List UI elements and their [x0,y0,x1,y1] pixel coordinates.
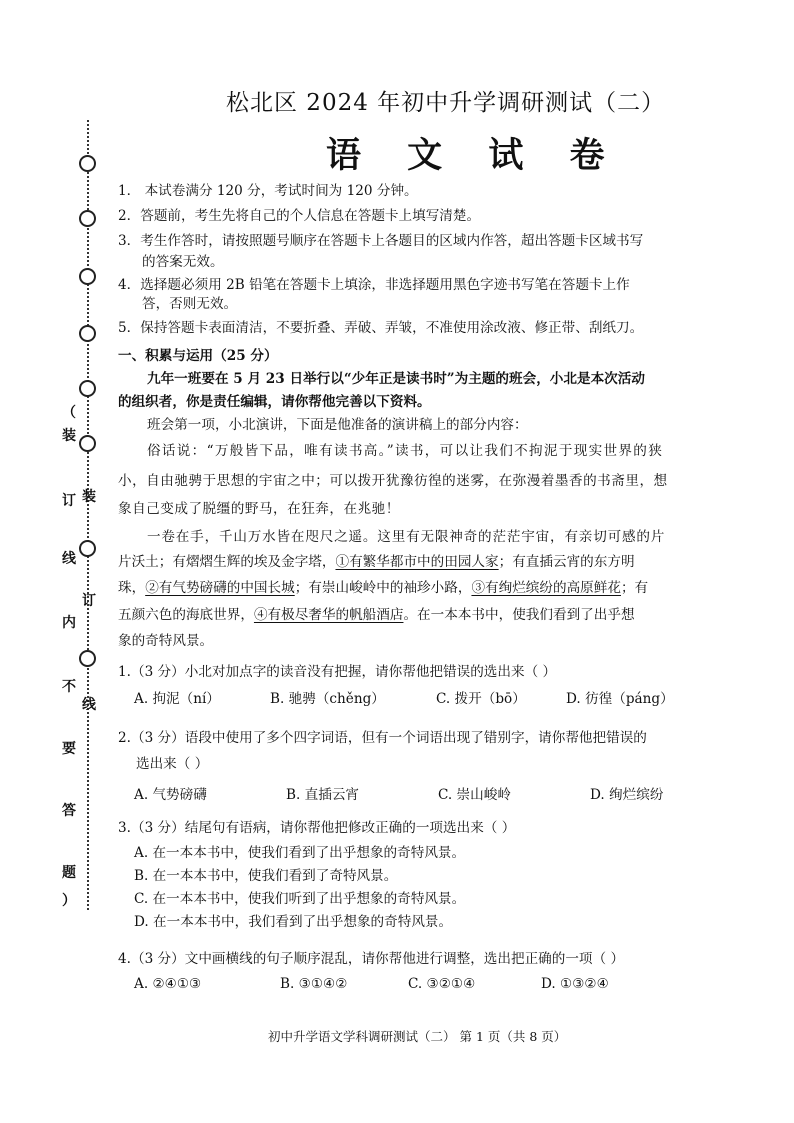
instruction-item: 4．选择题必须用 2B 铅笔在答题卡上填涂，非选择题用黑色字迹书写笔在答题卡上作 [118,277,630,293]
question-4-stem: 4.（3 分）文中画横线的句子顺序混乱，请你帮他进行调整，选出把正确的一项（ ） [118,951,625,967]
question-3-option-c[interactable]: C. 在一本本书中，使我们听到了出乎想象的奇特风景。 [134,891,466,907]
underlined-sentence-3: ③有绚烂缤纷的高原鲜花 [471,580,621,596]
exam-title: 松北区 2024 年初中升学调研测试（二） [226,90,666,116]
margin-char: 不 [62,679,76,695]
passage-line: 象自己变成了脱缰的野马，在狂奔，在兆驰！ [118,501,400,517]
question-4-option-d[interactable]: D. ①③②④ [541,976,609,992]
question-2-stem: 2.（3 分）语段中使用了多个四字词语，但有一个词语出现了错别字，请你帮他把错误的 [118,730,647,746]
page-footer: 初中升学语文学科调研测试（二） 第 1 页（共 8 页） [268,1029,567,1044]
question-2-option-c[interactable]: C. 崇山峻岭 [438,787,511,803]
passage-text: 。在一本本书中，使我们看到了出乎想 [403,607,635,623]
margin-char: 订 [82,593,96,609]
question-2-stem-cont: 选出来（ ） [136,756,209,772]
intro-line: 班会第一项，小北演讲，下面是他准备的演讲稿上的部分内容： [147,417,528,433]
binding-hole [79,155,96,172]
binding-hole [79,325,96,342]
margin-char: 线 [62,551,76,567]
question-1-option-a[interactable]: A. 拘泥（ní） [134,691,220,707]
intro-line: 九年一班要在 5 月 23 日举行以“少年正是读书时”为主题的班会，小北是本次活动 [147,371,645,387]
margin-char: 内 [62,615,76,631]
passage-line [118,603,635,623]
intro-line: 的组织者，你是责任编辑，请你帮他完善以下资料。 [118,394,431,410]
margin-char: 线 [82,697,96,713]
instruction-item: 答，否则无效。 [142,296,238,312]
binding-hole [79,435,96,452]
binding-hole [79,268,96,285]
margin-char: ） [62,893,76,909]
binding-dotted-line [87,120,89,910]
passage-text: 片沃土；有熠熠生辉的埃及金字塔， [118,554,336,570]
binding-hole [79,380,96,397]
passage-text: ；有崇山峻岭中的袖珍小路， [294,580,472,596]
passage-line [118,550,635,570]
margin-char: 答 [62,803,76,819]
instruction-item: 5．保持答题卡表面清洁，不要折叠、弄破、弄皱，不准使用涂改液、修正带、刮纸刀。 [118,320,644,336]
question-1-option-d[interactable]: D. 彷徨（páng） [566,691,674,707]
margin-char: 题 [62,865,76,881]
binding-hole [79,540,96,557]
margin-char: （ [62,405,76,421]
question-2-option-a[interactable]: A. 气势磅礴 [134,787,207,803]
question-3-option-d[interactable]: D. 在一本本书中，我们看到了出乎想象的奇特风景。 [134,914,453,930]
passage-line: 小，自由驰骋于思想的宇宙之中；可以拨开犹豫彷徨的迷雾，在弥漫着墨香的书斋里，想 [118,473,668,489]
question-2-option-b[interactable]: B. 直插云宵 [286,787,360,803]
question-4-option-c[interactable]: C. ③②①④ [408,976,476,992]
passage-text: 五颜六色的海底世界， [118,607,254,623]
question-1-stem: 1.（3 分）小北对加点字的读音没有把握，请你帮他把错误的选出来（ ） [118,664,557,680]
margin-char: 装 [82,489,96,505]
section-heading: 一、积累与运用（25 分） [118,348,278,364]
instruction-item: 2．答题前，考生先将自己的个人信息在答题卡上填写清楚。 [118,208,481,224]
exam-subtitle: 语 文 试 卷 [326,135,622,176]
instruction-item: 3．考生作答时，请按照题号顺序在答题卡上各题目的区域内作答，超出答题卡区域书写 [118,233,644,249]
question-3-option-b[interactable]: B. 在一本本书中，使我们看到了奇特风景。 [134,868,398,884]
instruction-item: 1． 本试卷满分 120 分，考试时间为 120 分钟。 [118,183,418,199]
passage-line [118,576,648,596]
margin-char: 要 [62,741,76,757]
passage-line: 俗话说：“万般皆下品，唯有读书高。”读书，可以让我们不拘泥于现实世界的狭 [147,443,664,459]
question-3-stem: 3.（3 分）结尾句有语病，请你帮他把修改正确的一项选出来（ ） [118,820,516,836]
question-3-option-a[interactable]: A. 在一本本书中，使我们看到了出乎想象的奇特风景。 [134,845,466,861]
question-4-option-a[interactable]: A. ②④①③ [134,976,202,992]
question-1-option-b[interactable]: B. 驰骋（chěng） [270,691,385,707]
underlined-sentence-1: ①有繁华都市中的田园人家 [335,554,499,570]
passage-line: 一卷在手，千山万水皆在咫尺之遥。这里有无限神奇的茫茫宇宙，有亲切可感的片 [147,529,666,545]
underlined-sentence-4: ④有极尽奢华的帆船酒店 [253,607,404,623]
binding-hole [79,210,96,227]
margin-char: 装 [62,428,76,444]
instruction-item: 的答案无效。 [142,254,224,270]
margin-char: 订 [62,493,76,509]
question-2-option-d[interactable]: D. 绚烂缤纷 [590,787,664,803]
binding-hole [79,650,96,667]
underlined-sentence-2: ②有气势磅礴的中国长城 [145,580,295,596]
question-1-option-c[interactable]: C. 拨开（bō） [436,691,526,707]
passage-text: 珠， [118,580,146,596]
passage-line: 象的奇特风景。 [118,633,214,649]
passage-text: ；有直插云宵的东方明 [498,554,635,570]
passage-text: ；有 [620,580,649,596]
question-4-option-b[interactable]: B. ③①④② [280,976,348,992]
